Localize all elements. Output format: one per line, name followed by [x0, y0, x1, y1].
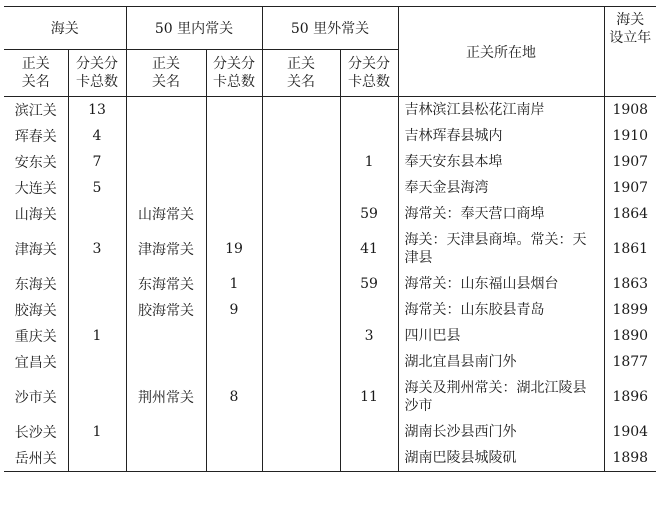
- cell-within-count: [206, 201, 262, 227]
- cell-within-count: [206, 445, 262, 472]
- cell-customs-branches: [68, 375, 126, 419]
- cell-beyond-count: 41: [340, 227, 398, 271]
- table-row: [4, 323, 656, 349]
- header-within-50: 50 里内常关: [126, 7, 262, 50]
- table-row: [4, 123, 656, 149]
- cell-within-count: 8: [206, 375, 262, 419]
- cell-customs-branches: 1: [68, 323, 126, 349]
- table-row: [4, 97, 656, 124]
- cell-customs-branches: 3: [68, 227, 126, 271]
- table-row: [4, 201, 656, 227]
- cell-location: 湖南巴陵县城陵矶: [398, 445, 604, 472]
- cell-customs-name: 长沙关: [4, 419, 68, 445]
- cell-year: 1864: [604, 201, 656, 227]
- cell-beyond-count: [340, 349, 398, 375]
- cell-location: 湖南长沙县西门外: [398, 419, 604, 445]
- cell-customs-name: 滨江关: [4, 97, 68, 124]
- cell-customs-name: 沙市关: [4, 375, 68, 419]
- cell-within-name: [126, 175, 206, 201]
- cell-beyond-name: [262, 349, 340, 375]
- cell-year: 1907: [604, 175, 656, 201]
- table-row: [4, 297, 656, 323]
- cell-location: 海关及荆州常关：湖北江陵县沙市: [398, 375, 604, 419]
- cell-customs-branches: [68, 201, 126, 227]
- table-row: [4, 227, 656, 271]
- cell-beyond-count: [340, 419, 398, 445]
- cell-within-name: [126, 123, 206, 149]
- cell-beyond-name: [262, 149, 340, 175]
- cell-beyond-name: [262, 201, 340, 227]
- cell-within-name: 胶海常关: [126, 297, 206, 323]
- cell-beyond-name: [262, 271, 340, 297]
- customs-table-container: [4, 6, 656, 472]
- cell-year: 1908: [604, 97, 656, 124]
- table-body: [4, 97, 656, 472]
- cell-year: 1899: [604, 297, 656, 323]
- cell-customs-name: 宜昌关: [4, 349, 68, 375]
- cell-beyond-name: [262, 297, 340, 323]
- cell-within-name: [126, 323, 206, 349]
- cell-year: 1898: [604, 445, 656, 472]
- cell-beyond-name: [262, 227, 340, 271]
- header-customs: 海关: [4, 7, 126, 50]
- cell-customs-name: 珲春关: [4, 123, 68, 149]
- cell-year: 1877: [604, 349, 656, 375]
- cell-beyond-count: 1: [340, 149, 398, 175]
- cell-within-count: [206, 419, 262, 445]
- cell-year: 1896: [604, 375, 656, 419]
- cell-within-count: [206, 349, 262, 375]
- cell-location: 海常关：山东福山县烟台: [398, 271, 604, 297]
- cell-within-count: [206, 123, 262, 149]
- cell-within-name: 山海常关: [126, 201, 206, 227]
- cell-customs-branches: 5: [68, 175, 126, 201]
- cell-within-name: [126, 349, 206, 375]
- cell-location: 湖北宜昌县南门外: [398, 349, 604, 375]
- cell-location: 海关：天津县商埠。常关：天津县: [398, 227, 604, 271]
- cell-beyond-name: [262, 323, 340, 349]
- cell-customs-name: 岳州关: [4, 445, 68, 472]
- subheader-beyond-branches: 分关分 卡总数: [340, 50, 398, 97]
- cell-within-count: 1: [206, 271, 262, 297]
- cell-location: 海常关：奉天营口商埠: [398, 201, 604, 227]
- cell-beyond-count: [340, 123, 398, 149]
- cell-beyond-count: [340, 97, 398, 124]
- cell-beyond-name: [262, 445, 340, 472]
- cell-customs-branches: 7: [68, 149, 126, 175]
- cell-within-count: [206, 149, 262, 175]
- cell-within-count: [206, 175, 262, 201]
- table-row: [4, 271, 656, 297]
- cell-location: 海常关：山东胶县青岛: [398, 297, 604, 323]
- header-established-line1: 海关: [616, 12, 645, 28]
- cell-within-count: [206, 323, 262, 349]
- cell-year: 1910: [604, 123, 656, 149]
- cell-within-name: 荆州常关: [126, 375, 206, 419]
- cell-beyond-count: 11: [340, 375, 398, 419]
- cell-location: 四川巴县: [398, 323, 604, 349]
- cell-beyond-name: [262, 123, 340, 149]
- customs-table: [4, 6, 656, 472]
- cell-within-count: [206, 97, 262, 124]
- cell-beyond-count: 59: [340, 201, 398, 227]
- cell-customs-name: 津海关: [4, 227, 68, 271]
- cell-year: 1861: [604, 227, 656, 271]
- cell-within-name: 津海常关: [126, 227, 206, 271]
- subheader-customs-branches: 分关分 卡总数: [68, 50, 126, 97]
- cell-beyond-count: [340, 445, 398, 472]
- header-location: 正关所在地: [398, 7, 604, 97]
- cell-location: 吉林滨江县松花江南岸: [398, 97, 604, 124]
- cell-beyond-count: 59: [340, 271, 398, 297]
- table-row: [4, 349, 656, 375]
- header-beyond-50: 50 里外常关: [262, 7, 398, 50]
- subheader-within-name: 正关 关名: [126, 50, 206, 97]
- cell-year: 1907: [604, 149, 656, 175]
- cell-within-name: [126, 149, 206, 175]
- cell-within-name: [126, 445, 206, 472]
- cell-customs-branches: 13: [68, 97, 126, 124]
- cell-within-name: 东海常关: [126, 271, 206, 297]
- table-row: [4, 375, 656, 419]
- cell-beyond-name: [262, 375, 340, 419]
- cell-customs-name: 重庆关: [4, 323, 68, 349]
- cell-customs-name: 大连关: [4, 175, 68, 201]
- cell-year: 1904: [604, 419, 656, 445]
- cell-year: 1890: [604, 323, 656, 349]
- cell-customs-branches: 4: [68, 123, 126, 149]
- cell-customs-branches: [68, 445, 126, 472]
- cell-beyond-name: [262, 97, 340, 124]
- table-row: [4, 175, 656, 201]
- cell-within-name: [126, 97, 206, 124]
- cell-location: 吉林珲春县城内: [398, 123, 604, 149]
- cell-customs-branches: [68, 297, 126, 323]
- cell-within-count: 9: [206, 297, 262, 323]
- subheader-beyond-name: 正关 关名: [262, 50, 340, 97]
- cell-within-name: [126, 419, 206, 445]
- cell-customs-branches: [68, 271, 126, 297]
- table-row: [4, 445, 656, 472]
- cell-beyond-count: [340, 175, 398, 201]
- cell-beyond-name: [262, 419, 340, 445]
- header-established: [604, 7, 656, 97]
- subheader-within-branches: 分关分 卡总数: [206, 50, 262, 97]
- cell-customs-name: 山海关: [4, 201, 68, 227]
- cell-beyond-count: 3: [340, 323, 398, 349]
- cell-customs-name: 胶海关: [4, 297, 68, 323]
- cell-within-count: 19: [206, 227, 262, 271]
- cell-beyond-name: [262, 175, 340, 201]
- cell-customs-name: 安东关: [4, 149, 68, 175]
- cell-customs-name: 东海关: [4, 271, 68, 297]
- cell-location: 奉天金县海湾: [398, 175, 604, 201]
- cell-beyond-count: [340, 297, 398, 323]
- table-row: [4, 419, 656, 445]
- header-established-line2: 设立年: [609, 30, 652, 46]
- cell-location: 奉天安东县本埠: [398, 149, 604, 175]
- cell-customs-branches: [68, 349, 126, 375]
- subheader-customs-name: 正关 关名: [4, 50, 68, 97]
- header-row-top: [4, 7, 656, 50]
- cell-year: 1863: [604, 271, 656, 297]
- table-row: [4, 149, 656, 175]
- cell-customs-branches: 1: [68, 419, 126, 445]
